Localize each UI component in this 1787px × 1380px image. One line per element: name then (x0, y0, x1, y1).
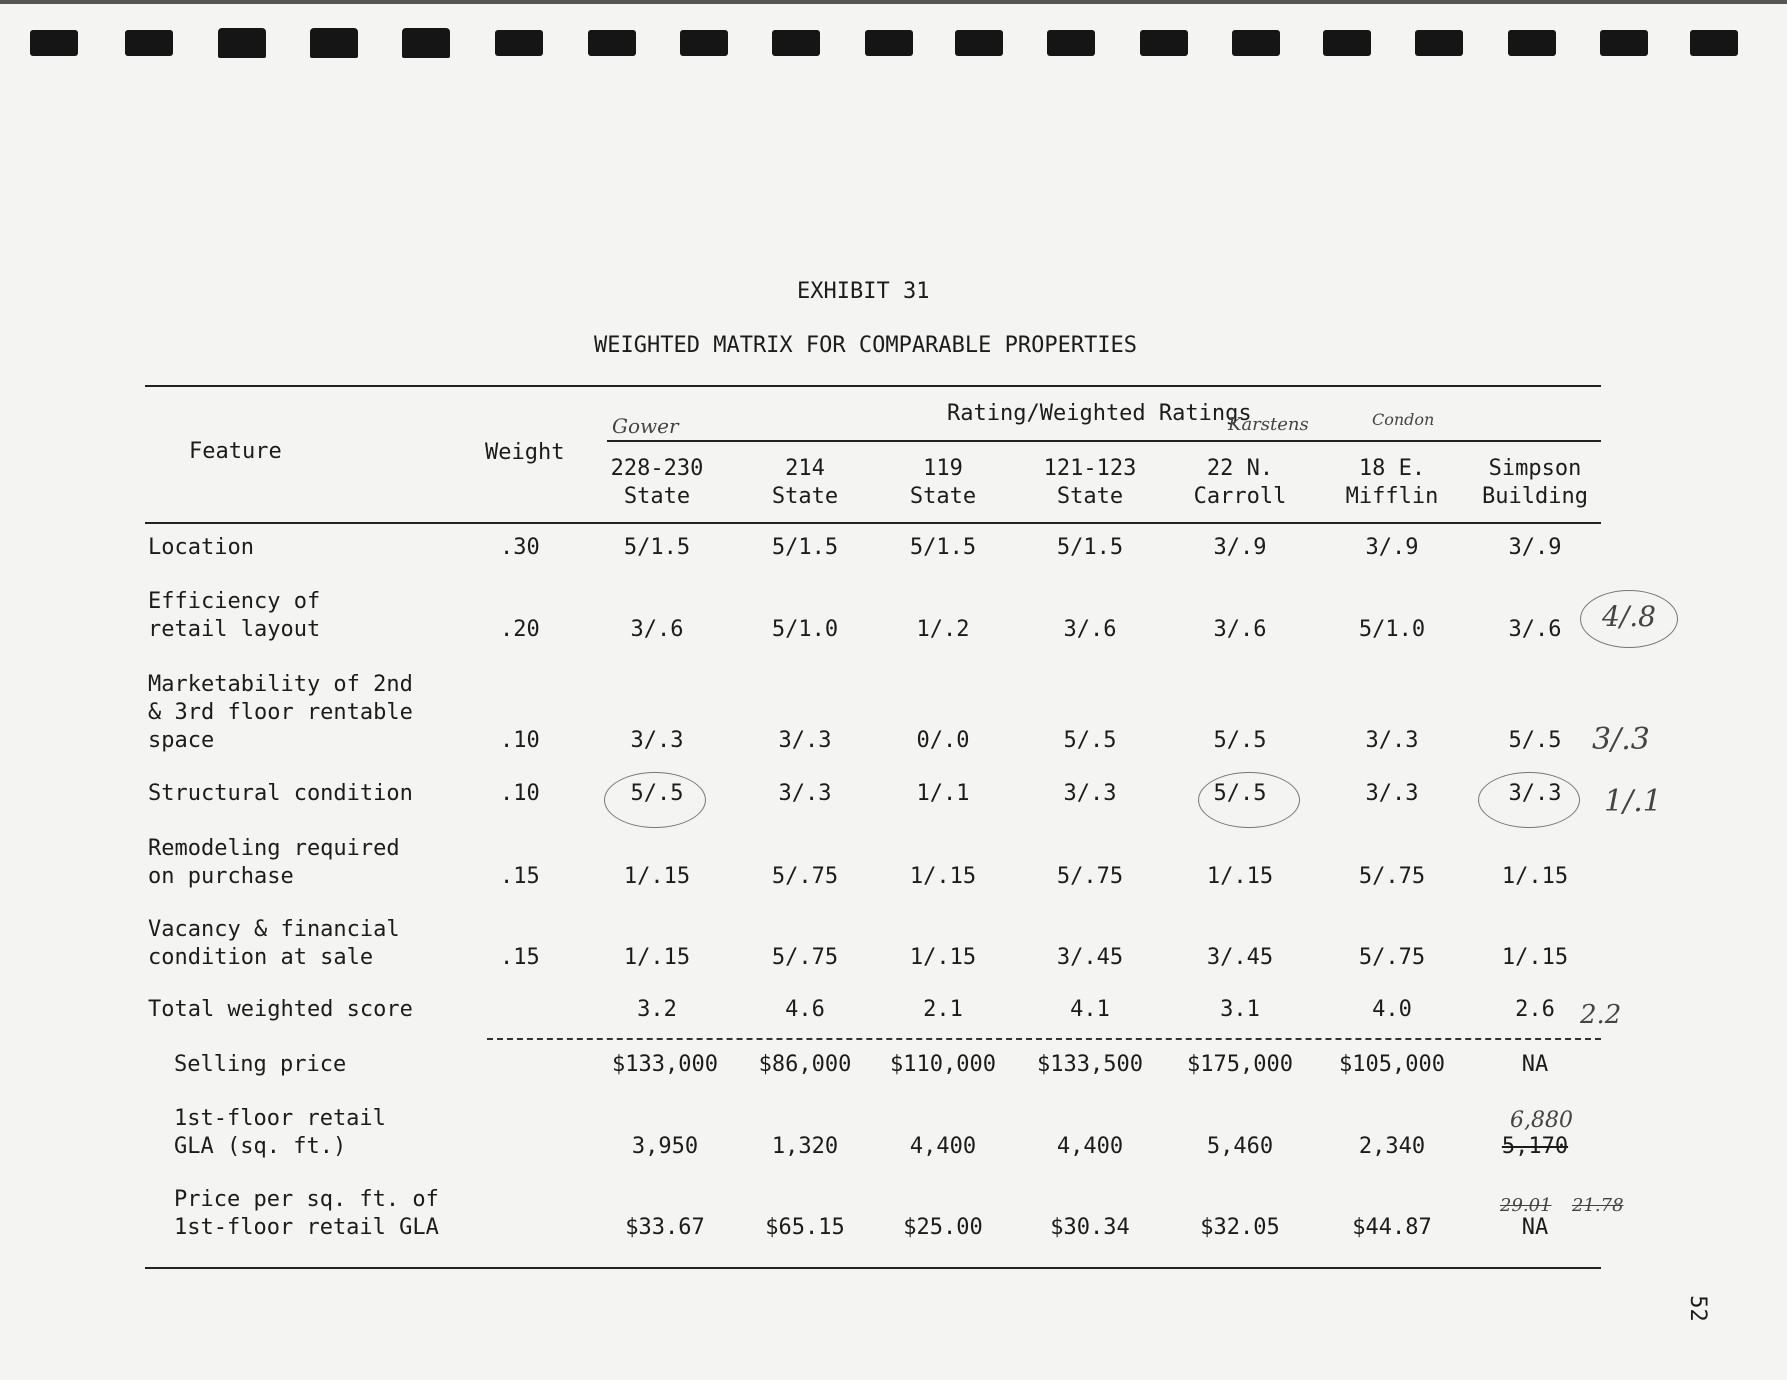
price-row-3-value-2: $65.15 (765, 1215, 845, 1240)
row-7-value-1: 3.2 (637, 997, 677, 1022)
price-row-1-value-6: $105,000 (1339, 1052, 1445, 1077)
row-2-value-3: 1/.2 (916, 617, 970, 642)
row-3-value-4: 5/.5 (1063, 728, 1117, 753)
price-row-3-value-3: $25.00 (903, 1215, 983, 1240)
handwritten-price-note: 29.01 (1500, 1195, 1552, 1216)
handwritten-efficiency-note: 4/.8 (1602, 600, 1656, 633)
price-row-3-value-5: $32.05 (1200, 1215, 1280, 1240)
row-7-value-7: 2.6 (1515, 997, 1555, 1022)
row-label-3-line-3: space (148, 728, 215, 753)
handwritten-total-note: 2.2 (1580, 1000, 1622, 1030)
row-4-value-5: 5/.5 (1213, 781, 1267, 806)
price-row-1-value-1: $133,000 (612, 1052, 718, 1077)
price-row-2-value-5: 5,460 (1206, 1134, 1274, 1159)
price-row-label-3-line-1: Price per sq. ft. of (174, 1187, 439, 1212)
page-title: WEIGHTED MATRIX FOR COMPARABLE PROPERTIES (594, 333, 1138, 358)
row-label-3-line-2: & 3rd floor rentable (148, 700, 413, 725)
weight-header: Weight (485, 440, 565, 465)
row-4-value-7: 3/.3 (1508, 781, 1562, 806)
row-1-value-5: 3/.9 (1213, 535, 1267, 560)
price-row-1-value-7: NA (1521, 1052, 1549, 1077)
row-5-value-5: 1/.15 (1206, 864, 1274, 889)
row-label-7-line-1: Total weighted score (148, 997, 413, 1022)
row-weight-4: .10 (500, 781, 540, 806)
table-top-rule (145, 385, 1601, 387)
column-header-2-line-1: 214 (785, 456, 825, 481)
row-weight-3: .10 (500, 728, 540, 753)
row-2-value-5: 3/.6 (1213, 617, 1267, 642)
row-6-value-6: 5/.75 (1358, 945, 1426, 970)
binder-holes (0, 0, 1787, 74)
row-6-value-7: 1/.15 (1501, 945, 1569, 970)
row-label-5-line-1: Remodeling required (148, 836, 400, 861)
price-row-3-value-4: $30.34 (1050, 1215, 1130, 1240)
column-header-5-line-1: 22 N. (1206, 456, 1274, 481)
handwritten-price-note-2: 21.78 (1572, 1195, 1624, 1216)
handwritten-condon: Condon (1372, 410, 1435, 429)
column-header-7-line-2: Building (1482, 484, 1588, 509)
row-6-value-3: 1/.15 (909, 945, 977, 970)
row-7-value-5: 3.1 (1220, 997, 1260, 1022)
row-2-value-4: 3/.6 (1063, 617, 1117, 642)
price-row-1-value-3: $110,000 (890, 1052, 996, 1077)
row-5-value-6: 5/.75 (1358, 864, 1426, 889)
header-bottom-rule (145, 522, 1601, 524)
row-7-value-2: 4.6 (785, 997, 825, 1022)
row-4-value-6: 3/.3 (1365, 781, 1419, 806)
row-1-value-4: 5/1.5 (1056, 535, 1124, 560)
price-row-3-value-7: NA (1521, 1215, 1549, 1240)
price-row-2-value-2: 1,320 (771, 1134, 839, 1159)
exhibit-label: EXHIBIT 31 (797, 279, 930, 304)
row-6-value-1: 1/.15 (623, 945, 691, 970)
row-label-2-line-2: retail layout (148, 617, 321, 642)
total-dashed-rule (487, 1038, 1601, 1040)
price-row-label-2-line-2: GLA (sq. ft.) (174, 1134, 347, 1159)
row-1-value-2: 5/1.5 (771, 535, 839, 560)
price-row-2-value-7: 5,170 (1501, 1134, 1569, 1159)
row-2-value-1: 3/.6 (630, 617, 684, 642)
price-row-label-1-line-1: Selling price (174, 1052, 347, 1077)
row-3-value-7: 5/.5 (1508, 728, 1562, 753)
row-2-value-6: 5/1.0 (1358, 617, 1426, 642)
page-number: 52 (1684, 1295, 1710, 1322)
row-6-value-5: 3/.45 (1206, 945, 1274, 970)
row-label-4-line-1: Structural condition (148, 781, 413, 806)
group-rule (607, 440, 1601, 442)
row-4-value-4: 3/.3 (1063, 781, 1117, 806)
column-header-1-line-1: 228-230 (610, 456, 704, 481)
row-4-value-2: 3/.3 (778, 781, 832, 806)
row-3-value-2: 3/.3 (778, 728, 832, 753)
row-1-value-6: 3/.9 (1365, 535, 1419, 560)
row-3-value-3: 0/.0 (916, 728, 970, 753)
row-label-3-line-1: Marketability of 2nd (148, 672, 413, 697)
column-header-4-line-1: 121-123 (1043, 456, 1137, 481)
price-row-3-value-1: $33.67 (625, 1215, 705, 1240)
row-label-2-line-1: Efficiency of (148, 589, 321, 614)
price-row-1-value-4: $133,500 (1037, 1052, 1143, 1077)
column-header-3-line-2: State (909, 484, 977, 509)
row-4-value-1: 5/.5 (630, 781, 684, 806)
row-6-value-4: 3/.45 (1056, 945, 1124, 970)
row-weight-1: .30 (500, 535, 540, 560)
row-label-5-line-2: on purchase (148, 864, 294, 889)
price-row-2-value-4: 4,400 (1056, 1134, 1124, 1159)
price-row-2-value-6: 2,340 (1358, 1134, 1426, 1159)
row-label-6-line-2: condition at sale (148, 945, 374, 970)
column-header-1-line-2: State (623, 484, 691, 509)
price-row-label-2-line-1: 1st-floor retail (174, 1106, 386, 1131)
table-bottom-rule (145, 1267, 1601, 1269)
row-3-value-5: 5/.5 (1213, 728, 1267, 753)
feature-header: Feature (189, 439, 282, 464)
row-weight-5: .15 (500, 864, 540, 889)
row-1-value-1: 5/1.5 (623, 535, 691, 560)
row-label-1-line-1: Location (148, 535, 254, 560)
column-header-6-line-2: Mifflin (1345, 484, 1439, 509)
row-7-value-6: 4.0 (1372, 997, 1412, 1022)
handwritten-marketability-note: 3/.3 (1592, 722, 1650, 757)
price-row-1-value-2: $86,000 (758, 1052, 852, 1077)
rating-group-header: Rating/Weighted Ratings (947, 401, 1252, 426)
column-header-3-line-1: 119 (923, 456, 963, 481)
price-row-2-value-3: 4,400 (909, 1134, 977, 1159)
column-header-5-line-2: Carroll (1193, 484, 1287, 509)
row-6-value-2: 5/.75 (771, 945, 839, 970)
row-weight-2: .20 (500, 617, 540, 642)
row-7-value-3: 2.1 (923, 997, 963, 1022)
row-5-value-1: 1/.15 (623, 864, 691, 889)
row-3-value-6: 3/.3 (1365, 728, 1419, 753)
column-header-7-line-1: Simpson (1488, 456, 1582, 481)
price-row-label-3-line-2: 1st-floor retail GLA (174, 1215, 439, 1240)
row-weight-6: .15 (500, 945, 540, 970)
row-5-value-3: 1/.15 (909, 864, 977, 889)
price-row-2-value-1: 3,950 (631, 1134, 699, 1159)
row-2-value-2: 5/1.0 (771, 617, 839, 642)
price-row-3-value-6: $44.87 (1352, 1215, 1432, 1240)
structural-circle-1 (604, 772, 706, 828)
row-5-value-2: 5/.75 (771, 864, 839, 889)
column-header-2-line-2: State (771, 484, 839, 509)
row-3-value-1: 3/.3 (630, 728, 684, 753)
row-2-value-7: 3/.6 (1508, 617, 1562, 642)
handwritten-gower: Gower (612, 414, 679, 438)
structural-circle-5 (1198, 772, 1300, 828)
row-4-value-3: 1/.1 (916, 781, 970, 806)
column-header-4-line-2: State (1056, 484, 1124, 509)
row-5-value-4: 5/.75 (1056, 864, 1124, 889)
row-5-value-7: 1/.15 (1501, 864, 1569, 889)
row-1-value-3: 5/1.5 (909, 535, 977, 560)
column-header-6-line-1: 18 E. (1358, 456, 1426, 481)
row-7-value-4: 4.1 (1070, 997, 1110, 1022)
price-row-1-value-5: $175,000 (1187, 1052, 1293, 1077)
row-1-value-7: 3/.9 (1508, 535, 1562, 560)
row-label-6-line-1: Vacancy & financial (148, 917, 400, 942)
handwritten-gla-note: 6,880 (1510, 1108, 1573, 1133)
handwritten-structural-note: 1/.1 (1604, 784, 1662, 819)
structural-circle-7 (1478, 772, 1580, 828)
handwritten-karstens: Karstens (1228, 414, 1309, 435)
